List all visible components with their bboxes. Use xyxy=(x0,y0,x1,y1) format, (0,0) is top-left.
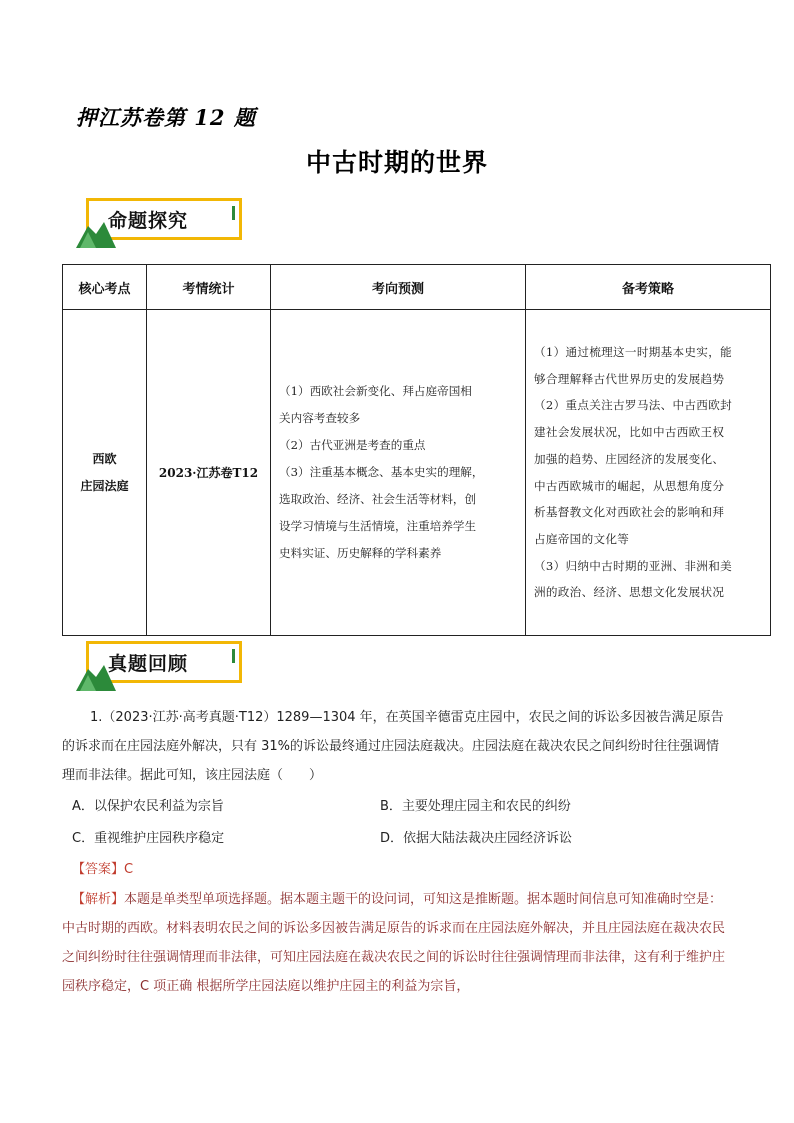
strategy-line: （1）通过梳理这一时期基本史实，能 xyxy=(534,344,732,359)
strategy-line: 占庭帝国的文化等 xyxy=(534,531,630,546)
cell-core-topic xyxy=(63,310,147,636)
forecast-line: （2）古代亚洲是考查的重点 xyxy=(279,438,426,452)
forecast-line: （1）西欧社会新变化、拜占庭帝国相 xyxy=(279,384,472,398)
table-header-row xyxy=(63,265,771,310)
section-banner-review xyxy=(76,641,246,691)
analysis-tag: 【解析】 xyxy=(72,892,125,907)
topic-line: 西欧 xyxy=(92,451,117,466)
analysis-text: 本题是单类型单项选择题。据本题主题干的设问词，可知这是推断题。据本题时间信息可知准确时空是：中古时期的西欧。材料表明农民之间的诉讼多因被告满足原告的诉求而在庄园法庭外解决，并且庄园法庭在裁决农民之间纠纷时往往强调情理而非法律，可知庄园法庭在裁决农民之间的诉讼时往往强调情理而非法律，这有利于维护庄园秩序稳定，C 项正确 根据所学庄园法庭以维护庄园主的利益为宗旨， xyxy=(62,892,726,994)
section-banner-exploration xyxy=(76,198,246,248)
strategy-line: 洲的政治、经济、思想文化发展状况 xyxy=(534,585,725,600)
strategy-line: （3）归纳中古时期的亚洲、非洲和美 xyxy=(534,558,732,573)
option-list xyxy=(62,791,732,855)
topic-line: 庄园法庭 xyxy=(80,478,129,493)
page-title: 中古时期的世界 xyxy=(305,148,488,177)
strategy-line: 够合理解释古代世界历史的发展趋势 xyxy=(534,371,725,386)
analysis-paragraph xyxy=(62,885,732,1001)
forecast-line: （3）注重基本概念、基本史实的理解， xyxy=(279,465,484,479)
strategy-line: （2）重点关注古罗马法、中古西欧封 xyxy=(534,398,732,413)
forecast-line: 设学习情境与生活情境，注重培养学生 xyxy=(279,519,477,533)
table-row xyxy=(63,310,771,636)
header-strategy: 备考策略 xyxy=(526,265,771,310)
strategy-line: 中古西欧城市的崛起，从思想角度分 xyxy=(534,478,725,493)
header-statistics: 考情统计 xyxy=(147,265,271,310)
question-stem: 1.（2023·江苏·高考真题·T12）1289—1304 年，在英国辛德雷克庄园中，农民之间的诉讼多因被告满足原告的诉求而在庄园法庭外解决，只有 31%的诉讼最终通过庄园法庭裁决。庄园法庭在裁决农民之间纠纷时往往强调情理而非法律。据此可知，该庄园法庭（ ） xyxy=(62,710,724,783)
cell-forecast xyxy=(271,310,526,636)
exam-analysis-table xyxy=(62,264,771,636)
cell-strategy xyxy=(526,310,771,636)
forecast-line: 关内容考查较多 xyxy=(279,411,361,425)
answer-line xyxy=(62,855,732,885)
option-c: C．重视维护庄园秩序稳定 xyxy=(72,831,225,846)
option-a: A．以保护农民利益为宗旨 xyxy=(72,799,224,814)
strategy-line: 加强的趋势、庄园经济的发展变化、 xyxy=(534,451,725,466)
page-kicker: 押江苏卷第 12 题 xyxy=(76,105,256,130)
banner-accent xyxy=(232,649,235,663)
question-block xyxy=(62,703,732,1001)
banner-accent xyxy=(232,206,235,220)
strategy-line: 建社会发展状况，比如中古西欧王权 xyxy=(534,425,725,440)
strategy-line: 析基督教文化对西欧社会的影响和拜 xyxy=(534,505,725,520)
forecast-line: 史料实证、历史解释的学科素养 xyxy=(279,546,442,560)
option-b: B．主要处理庄园主和农民的纠纷 xyxy=(380,799,571,814)
cell-statistics: 2023·江苏卷T12 xyxy=(147,310,271,636)
answer-value: C xyxy=(124,862,134,877)
answer-tag: 【答案】 xyxy=(72,862,125,877)
forecast-line: 选取政治、经济、社会生活等材料，创 xyxy=(279,492,477,506)
header-forecast: 考向预测 xyxy=(271,265,526,310)
option-d: D．依据大陆法裁决庄园经济诉讼 xyxy=(380,831,573,846)
header-core-topic: 核心考点 xyxy=(63,265,147,310)
section-title: 命题探究 xyxy=(108,210,189,232)
section-title: 真题回顾 xyxy=(108,653,189,675)
